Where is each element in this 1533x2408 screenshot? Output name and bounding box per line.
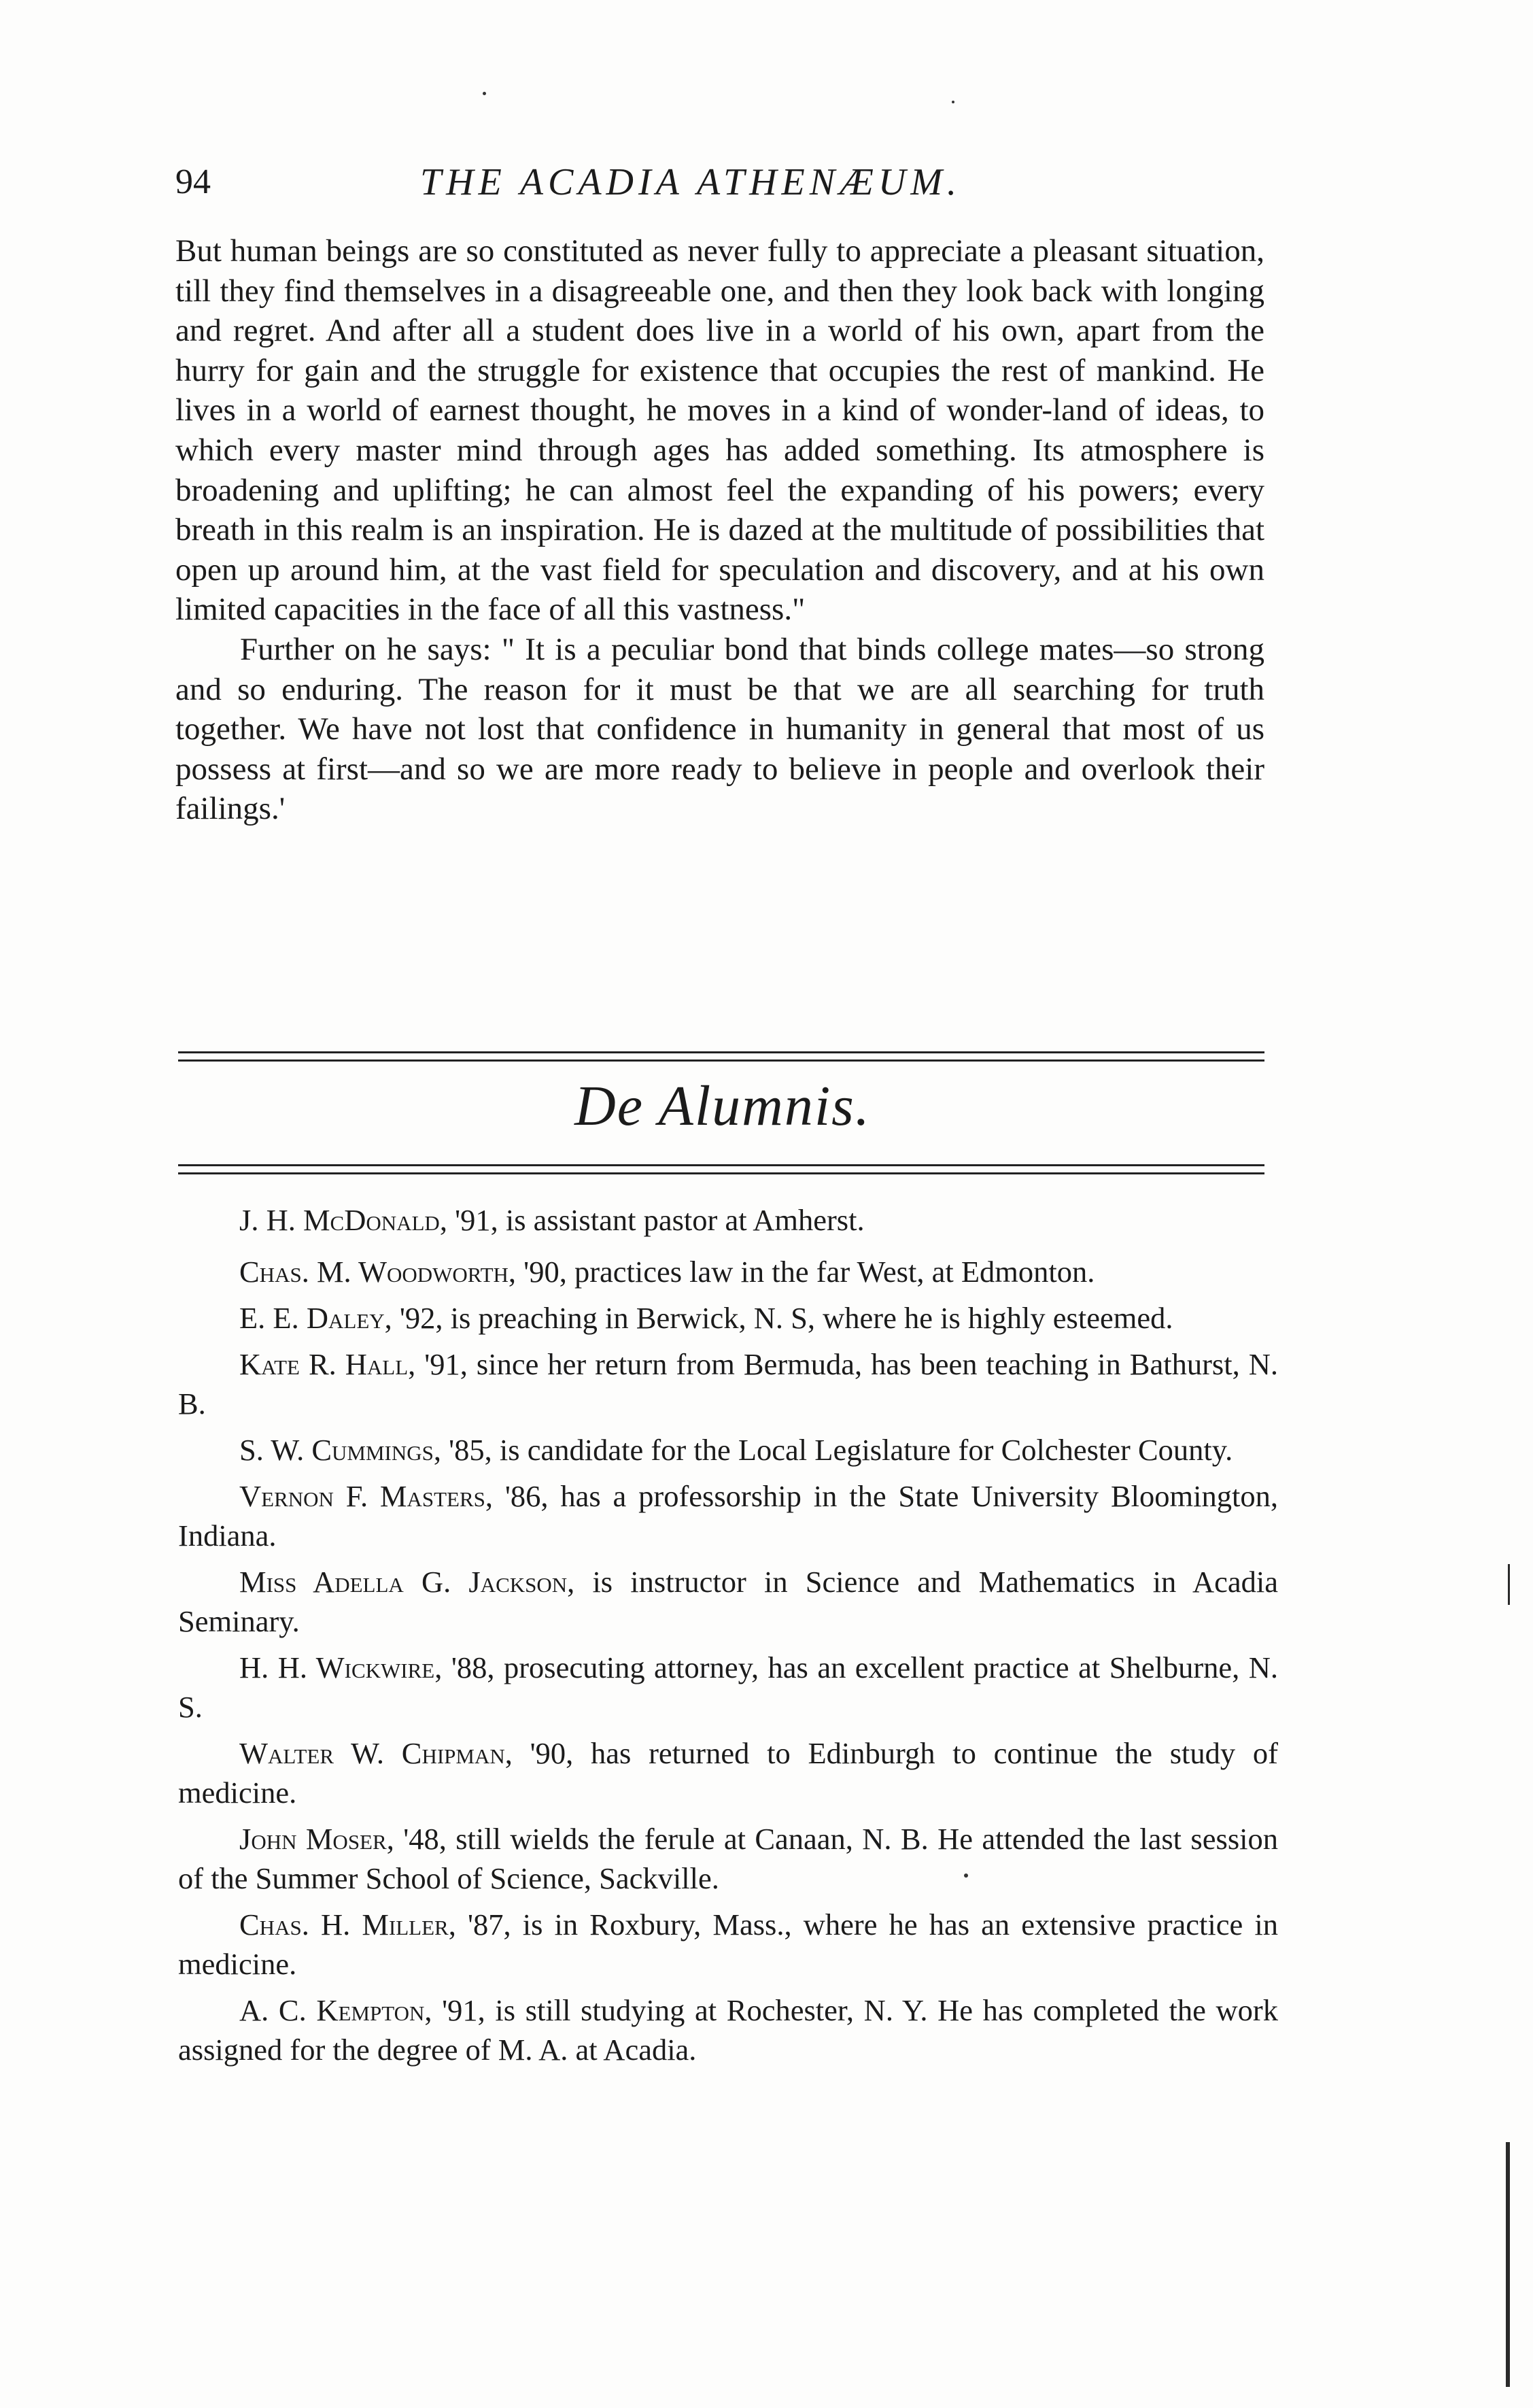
alumni-name: H. H. Wickwire: [239, 1650, 435, 1684]
scan-speck: [483, 92, 486, 95]
alumni-text: , '48, still wields the ferule at Canaan, N. B. He attended the last session of the Summer School of Science, Sackville.: [178, 1822, 1278, 1895]
section-heading: De Alumnis.: [574, 1074, 871, 1138]
alumni-name: A. C. Kempton: [239, 1993, 425, 2027]
alumni-name: Chas. H. Miller: [239, 1907, 449, 1941]
alumni-item: [178, 1819, 1278, 1898]
bottom-rule-lower: [178, 1172, 1264, 1174]
alumni-item: [178, 1648, 1278, 1727]
top-rule-upper: [178, 1051, 1264, 1053]
alumni-item: [178, 1430, 1278, 1470]
alumni-item: [178, 1476, 1278, 1555]
alumni-name: John Moser: [239, 1822, 387, 1856]
top-rule-lower: [178, 1059, 1264, 1062]
alumni-item: [178, 1252, 1278, 1291]
journal-title: THE ACADIA ATHENÆUM.: [420, 161, 961, 203]
alumni-text: , is instructor in Science and Mathematics in Acadia Seminary.: [178, 1565, 1278, 1638]
alumni-item: [178, 1200, 1278, 1240]
alumni-name: E. E. Daley: [239, 1301, 385, 1335]
alumni-name: Miss Adella G. Jackson: [239, 1565, 568, 1599]
alumni-item: [178, 1905, 1278, 1984]
alumni-text: , '90, has returned to Edinburgh to continue the study of medicine.: [178, 1736, 1278, 1810]
bottom-rule-upper: [178, 1164, 1264, 1166]
article-continuation: [175, 231, 1264, 829]
alumni-item: [178, 1990, 1278, 2069]
alumni-name: Walter W. Chipman: [239, 1736, 505, 1770]
running-head: [175, 155, 1277, 209]
alumni-text: , '85, is candidate for the Local Legislature for Colchester County.: [433, 1433, 1233, 1467]
alumni-item: [178, 1344, 1278, 1423]
alumni-text: , '91, is still studying at Rochester, N. Y. He has completed the work assigned for the degree of M. A. at Acadia.: [178, 1993, 1278, 2067]
page-edge-mark: [1508, 1564, 1510, 1605]
article-paragraph: But human beings are so constituted as never fully to appreciate a pleasant situation, till they find themselves in a disagreeable one, and then they look back with longing and regret. And after all a student does live in a world of his own, apart from the hurry for gain and the struggle for existence that occupies the rest of mankind. He lives in a world of earnest thought, he moves in a kind of wonder-land of ideas, to which every master mind through ages has added something. Its atmosphere is broadening and uplifting; he can almost feel the expanding of his powers; every breath in this realm is an inspiration. He is dazed at the multitude of possibilities that open up around him, at the vast field for speculation and discovery, and at his own limited capacities in the face of all this vastness.": [175, 233, 1264, 628]
page-edge-mark: [1506, 2142, 1510, 2387]
alumni-item: [178, 1733, 1278, 1812]
alumni-text: , '86, has a professorship in the State University Bloomington, Indiana.: [178, 1479, 1278, 1553]
article-paragraph: Further on he says: " It is a peculiar bond that binds college mates—so strong and so enduring. The reason for it must be that we are all searching for truth together. We have not lost that confidence in humanity in general that most of us possess at first—and so we are more ready to believe in people and overlook their failings.': [175, 631, 1264, 827]
alumni-name: Chas. M. Woodworth: [239, 1255, 509, 1289]
alumni-item: [178, 1298, 1278, 1338]
alumni-text: , '91, since her return from Bermuda, has been teaching in Bathurst, N. B.: [178, 1347, 1278, 1421]
alumni-name: Vernon F. Masters: [239, 1479, 485, 1513]
alumni-name: Kate R. Hall: [239, 1347, 409, 1381]
scan-speck: [952, 101, 954, 103]
alumni-item: [178, 1562, 1278, 1641]
alumni-name: S. W. Cummings: [239, 1433, 434, 1467]
alumni-text: , '87, is in Roxbury, Mass., where he has an extensive practice in medicine.: [178, 1907, 1278, 1981]
page-number: 94: [175, 163, 211, 201]
alumni-text: , '90, practices law in the far West, at Edmonton.: [508, 1255, 1095, 1289]
alumni-text: , '88, prosecuting attorney, has an excellent practice at Shelburne, N. S.: [178, 1650, 1278, 1724]
alumni-text: , '91, is assistant pastor at Amherst.: [439, 1203, 865, 1237]
alumni-name: J. H. McDonald: [239, 1203, 440, 1237]
alumni-text: , '92, is preaching in Berwick, N. S, where he is highly esteemed.: [384, 1301, 1173, 1335]
alumni-list: [178, 1200, 1278, 2076]
scan-speck: [964, 1873, 968, 1878]
